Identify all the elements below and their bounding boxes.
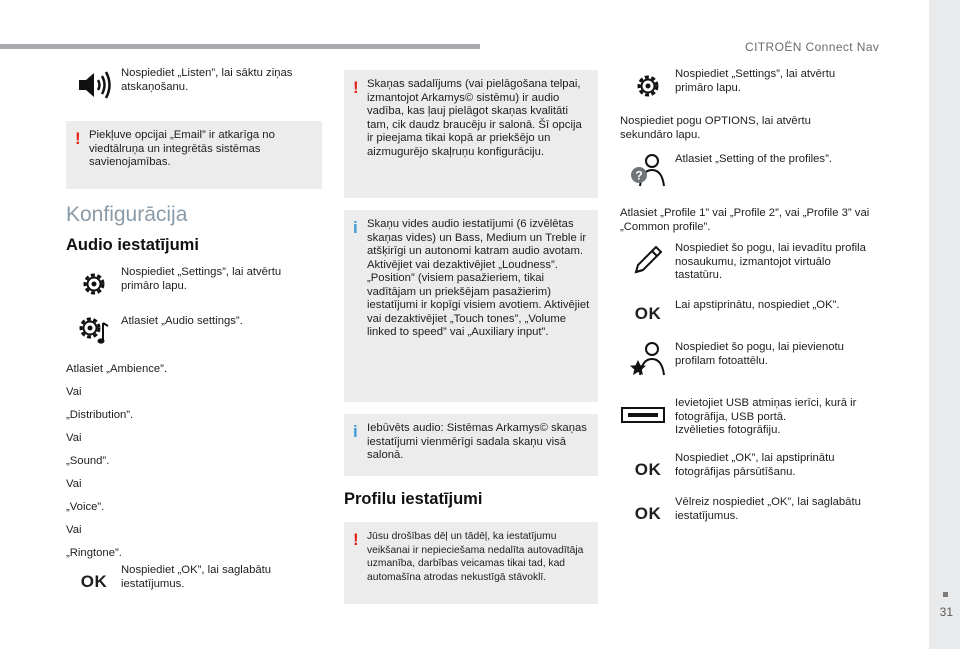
page-edge-band: [929, 0, 960, 649]
profiles-step-text: Atlasiet „Setting of the profiles”.: [675, 153, 832, 165]
page-dot: [943, 592, 948, 597]
ok-save-step-text: Nospiediet „OK”, lai saglabātu iestatījumus.: [121, 564, 272, 590]
arkamys-note: [344, 70, 598, 198]
usb-step-text: [675, 397, 876, 438]
distribution-text: „Distribution”.: [66, 409, 134, 421]
svg-text:?: ?: [635, 168, 643, 183]
email-note-text: Piekļuve opcijai „Email” ir atkarīga no viedtālruņa un integrētās sistēmas savienojamības.: [89, 129, 275, 168]
or-text-4: Vai: [66, 524, 82, 536]
usb-port-icon: [620, 397, 666, 433]
page-number: 31: [939, 605, 953, 619]
gear-icon: [72, 266, 116, 302]
ok-confirm-step-text: Lai apstiprinātu, nospiediet „OK”.: [675, 299, 840, 311]
ok-button-icon: OK: [634, 460, 662, 479]
profile-question-icon: [626, 152, 670, 188]
or-text-1: Vai: [66, 386, 82, 398]
profiles-heading: Profilu iestatījumi: [344, 490, 483, 508]
email-note: [66, 121, 322, 189]
profile-star-icon: [626, 341, 670, 377]
gear-music-icon: [72, 312, 116, 348]
audio-settings-heading: Audio iestatījumi: [66, 236, 199, 254]
warning-mark: !: [353, 78, 359, 97]
sound-vibes-note: [344, 210, 598, 402]
ok-button-icon: OK: [634, 304, 662, 323]
pencil-icon: [626, 242, 670, 278]
gear-icon: [626, 68, 670, 104]
audio-settings-step-text: Atlasiet „Audio settings”.: [121, 315, 243, 327]
settings-step-text: Nospiediet „Settings”, lai atvērtu primāro lapu.: [121, 266, 282, 292]
info-mark: i: [353, 422, 358, 441]
or-text-3: Vai: [66, 478, 82, 490]
builtin-audio-note: [344, 414, 598, 476]
sound-vibes-note-text: Skaņu vides audio iestatījumi (6 izvēlētas skaņas vides) un Bass, Medium un Treble ir atšķirīgi un autonomi katram audio avotam. Aktivējiet vai dezaktivējiet „Loudness”. „Position” (visiem pasažieriem, tikai vadītājam un priekšējam pasažierim) iestatījumi ir kopīgi visiem avotiem. Aktivējiet vai dezaktivējiet „Touch tones”, „Volume linked to speed” vai „Auxiliary input”.: [367, 218, 590, 338]
ok-final-step-text: Vēlreiz nospiediet „OK”, lai saglabātu iestatījumus.: [675, 496, 861, 522]
builtin-audio-note-text: Iebūvēts audio: Sistēmas Arkamys© skaņas iestatījumi vienmērīgi sadala skaņu visā salonā.: [367, 422, 587, 461]
running-title: CITROËN Connect Nav: [745, 40, 880, 54]
sound-text: „Sound”.: [66, 455, 110, 467]
ok-transfer-step-text: Nospiediet „OK”, lai apstiprinātu fotogrāfijas pārsūtīšanu.: [675, 452, 835, 478]
warning-mark: !: [353, 530, 359, 549]
ambience-text: Atlasiet „Ambience”.: [66, 363, 168, 375]
ringtone-text: „Ringtone”.: [66, 547, 122, 559]
select-profile-text: Atlasiet „Profile 1” vai „Profile 2”, vai „Profile 3” vai „Common profile”.: [620, 207, 870, 233]
voice-text: „Voice”.: [66, 501, 105, 513]
settings-step-2-text: Nospiediet „Settings”, lai atvērtu primāro lapu.: [675, 68, 836, 94]
warning-mark: !: [75, 129, 81, 148]
safety-note-text: Jūsu drošības dēļ un tādēļ, ka iestatījumu veikšanai ir nepieciešama nedalīta autovadītāja uzmanība, darbības veicamas tikai tad, kad automašīna atrodas nekustīgā stāvoklī.: [367, 531, 584, 583]
speaker-icon: [72, 67, 116, 103]
section-title: Konfigurācija: [66, 203, 188, 226]
info-mark: i: [353, 218, 358, 237]
or-text-2: Vai: [66, 432, 82, 444]
options-step-text: Nospiediet pogu OPTIONS, lai atvērtu sekundāro lapu.: [620, 115, 811, 141]
ok-button-icon: OK: [634, 504, 662, 523]
header-bar: [0, 44, 480, 49]
photo-step-text: Nospiediet šo pogu, lai pievienotu profilam fotoattēlu.: [675, 341, 844, 367]
usb-step-line-2: Izvēlieties fotogrāfiju.: [675, 424, 781, 436]
ok-button-icon: OK: [80, 572, 108, 591]
usb-step-line-1: Ievietojiet USB atmiņas ierīci, kurā ir fotogrāfija, USB portā.: [675, 397, 857, 423]
arkamys-note-text: Skaņas sadalījums (vai pielāgošana telpai, izmantojot Arkamys© sistēmu) ir audio vadība, kas ļauj pielāgot skaņas kvalitāti tam, cik daudz braucēju ir salonā. Šī opcija ir pieejama tikai kopā ar priekšējo un aizmugurējo skaļruņu konfigurāciju.: [367, 78, 582, 158]
edit-name-step-text: Nospiediet šo pogu, lai ievadītu profila nosaukumu, izmantojot virtuālo tastatūru.: [675, 242, 866, 281]
safety-note: [344, 522, 598, 604]
listen-step-text: Nospiediet „Listen”, lai sāktu ziņas atskaņošanu.: [121, 67, 293, 93]
